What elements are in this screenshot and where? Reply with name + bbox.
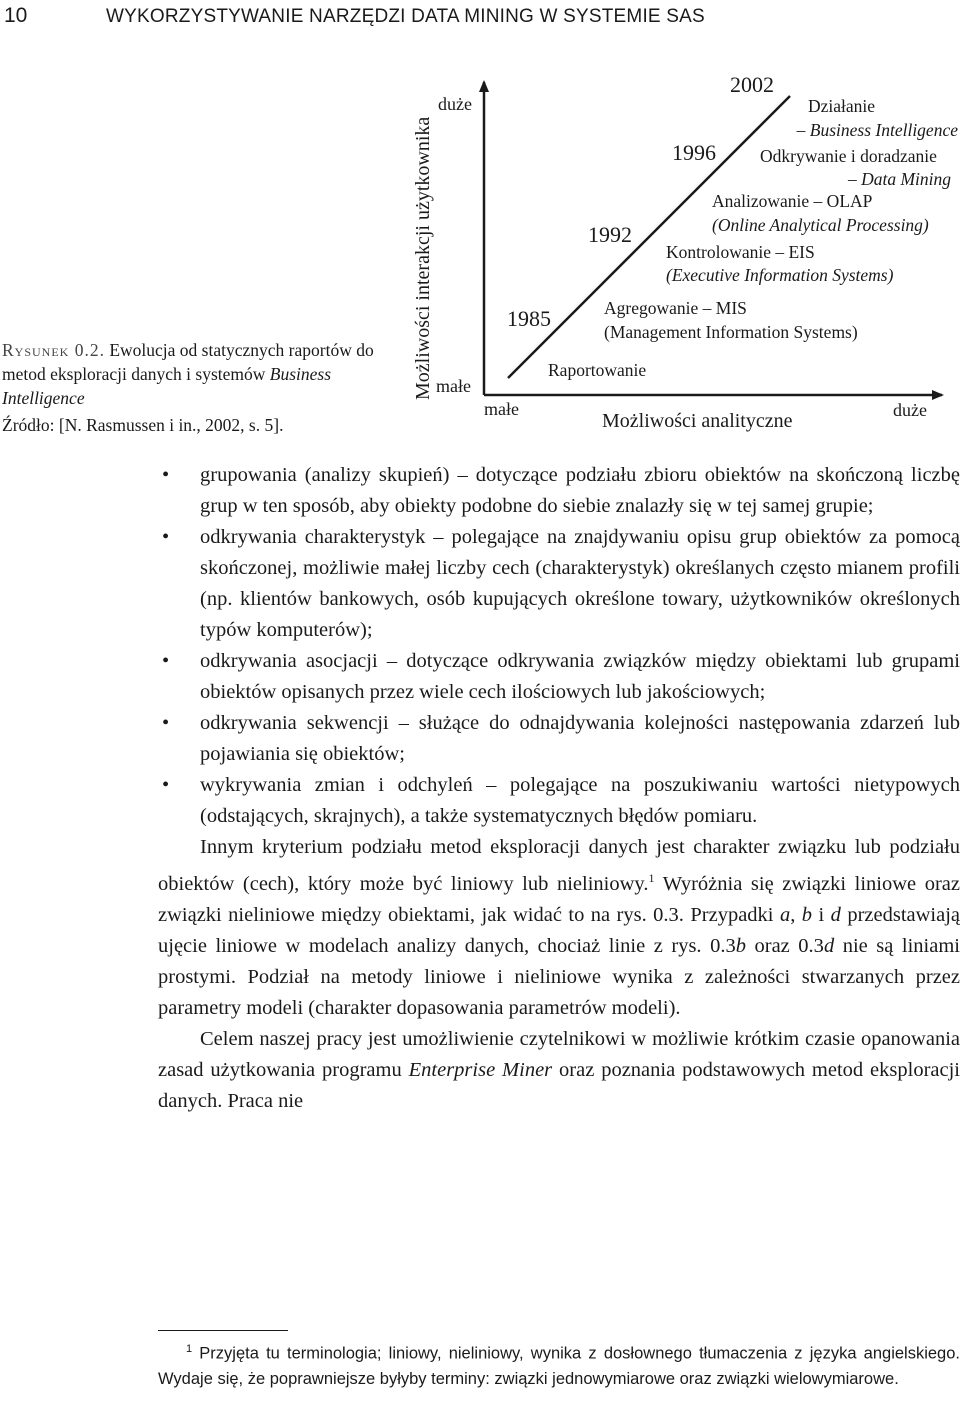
year-2002: 2002 [730,72,774,97]
paragraph-linearity: Innym kryterium podziału metod eksploracji danych jest charakter związku lub podziału obiektów (cech), który może być liniowy lub nieliniowy.$^1$ Wyróżnia się związki liniowe oraz związki nieliniowe między obiektami, jak widać to na rys. 0.3. Przypadki a, b i d przedstawiają ujęcie liniowe w modelach analizy danych, chociaż linie z rys. 0.3b oraz 0.3d nie są liniami prostymi. Podział na metody liniowe i nieliniowe wynika z zależności stwarzanych przez parametry modeli (charakter dopasowania parametrów modeli). [158,836,960,1019]
x-axis-label: Możliwości analityczne [602,410,793,432]
stage-odkrywanie-sub: – Data Mining [847,169,951,189]
evolution-diagram [400,70,960,440]
stage-agregowanie-sub: (Management Information Systems) [604,322,858,342]
caption-body: Ewolucja od statycznych raportów do metod eksploracji danych i systemów [2,340,374,384]
year-1996: 1996 [672,140,716,165]
stage-raportowanie: Raportowanie [548,360,647,380]
bullet: • [162,650,170,672]
y-low-label: małe [436,376,471,396]
page-number: 10 [4,4,28,27]
running-title: WYKORZYSTYWANIE NARZĘDZI DATA MINING W SYSTEMIE SAS [106,6,705,27]
stage-analizowanie-sub: (Online Analytical Processing) [712,215,929,235]
list-item: • odkrywania charakterystyk – polegające na znajdywaniu opisu grup obiektów za pomocą skończonej, możliwie małej liczby cech (charakterystyk) określanych często mianem profili (np. klientów bankowych, osób kupujących określone towary, użytkowników określonych typów komputerów); [158,522,960,646]
stage-agregowanie: Agregowanie – MIS [604,298,747,318]
stage-kontrolowanie-sub: (Executive Information Systems) [666,265,894,285]
footnote-ref: 1 [648,871,655,885]
x-low-label: małe [484,399,519,419]
main-text [158,460,960,1117]
year-1985: 1985 [507,306,551,331]
list-item: • wykrywania zmian i odchyleń – polegające na poszukiwaniu wartości nietypowych (odstających, skrajnych), a także systematycznych błędów pomiaru. [158,770,960,832]
bullet: • [162,712,170,734]
stage-analizowanie: Analizowanie – OLAP [712,191,873,211]
figure-source: Źródło: [N. Rasmussen i in., 2002, s. 5]. [2,415,284,435]
list-item: • grupowania (analizy skupień) – dotyczące podziału zbioru obiektów na skończoną liczbę grup w ten sposób, aby obiekty podobne do siebie znalazły się w tej samej grupie; [158,460,960,522]
stage-odkrywanie: Odkrywanie i doradzanie [760,146,937,166]
caption-label: Rysunek 0.2. [2,340,105,360]
list-item: • odkrywania asocjacji – dotyczące odkrywania związków między obiektami lub grupami obiektów opisanych przez wiele cech ilościowych lub jakościowych; [158,646,960,708]
x-high-label: duże [893,400,927,420]
y-axis-label: Możliwości interakcji użytkownika [412,116,434,400]
paragraph-goal: Celem naszej pracy jest umożliwienie czytelnikowi w możliwie krótkim czasie opanowania zasad użytkowania programu Enterprise Miner oraz poznania podstawowych metod eksploracji danych. Praca nie [158,1027,960,1112]
y-high-label: duże [438,94,472,114]
footnote-rule [158,1330,288,1331]
stage-kontrolowanie: Kontrolowanie – EIS [666,242,815,262]
stage-dzialanie-sub: – Business Intelligence [796,120,958,140]
year-1992: 1992 [588,222,632,247]
list-item: • odkrywania sekwencji – służące do odnajdywania kolejności następowania zdarzeń lub pojawiania się obiektów; [158,708,960,770]
footnote-number: 1 [186,1343,193,1355]
running-header [0,4,960,34]
footnote: $^1$ Przyjęta tu terminologia; liniowy, nieliniowy, wynika z dosłownego tłumaczenia z języka angielskiego. Wydaje się, że poprawniejsze byłyby terminy: związki jednowymiarowe oraz związki wielowymiarowe. [158,1343,960,1388]
caption-text [2,338,392,410]
stage-dzialanie: Działanie [808,96,876,116]
bullet: • [162,464,170,486]
figure-caption [2,338,392,437]
method-list [158,460,960,832]
caption-italic: Business Intelligence [2,364,332,408]
bullet: • [162,774,170,796]
bullet: • [162,526,170,548]
